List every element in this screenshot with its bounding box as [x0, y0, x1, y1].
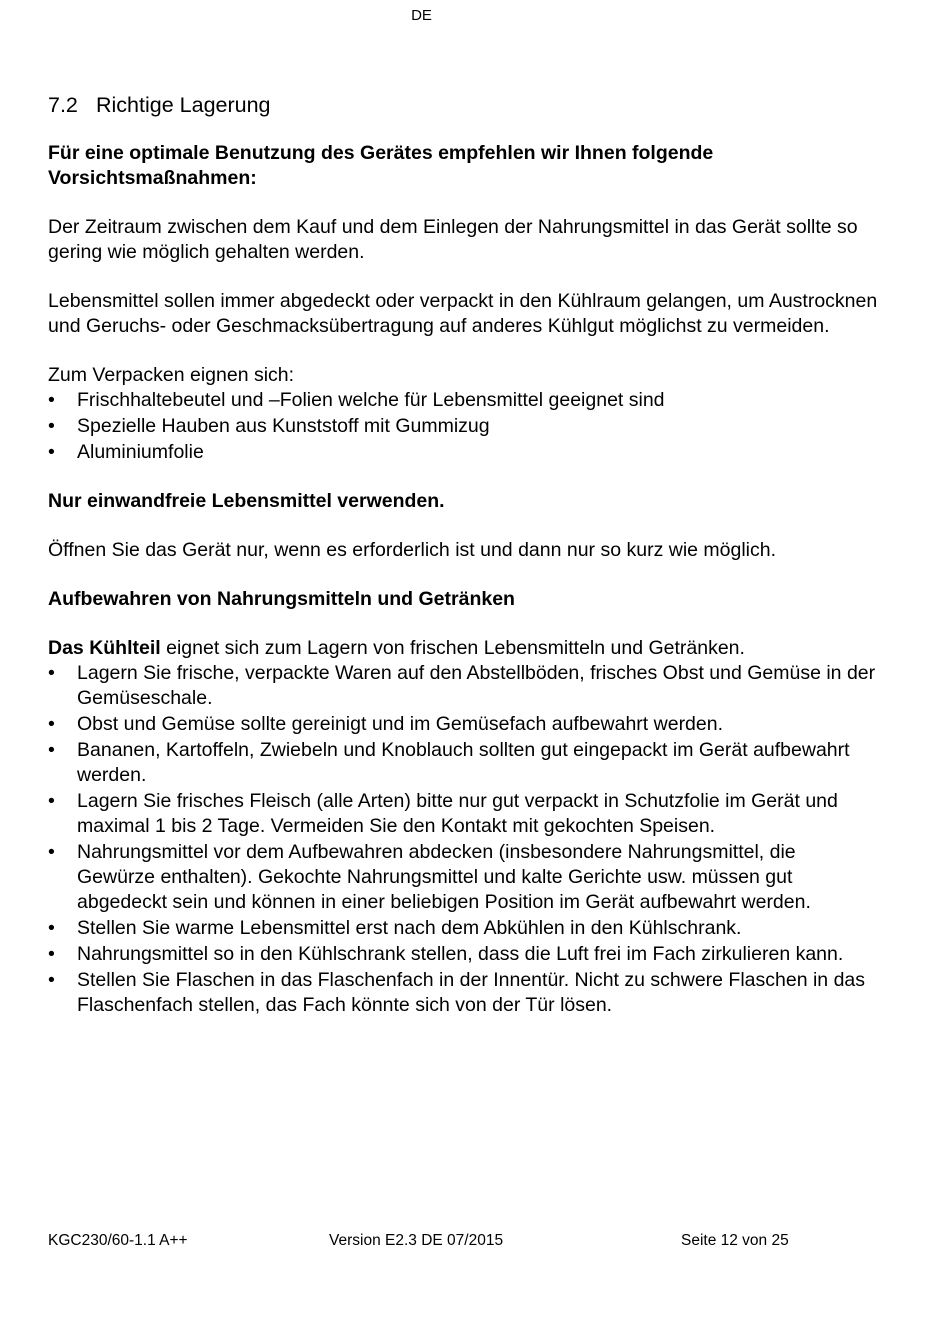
fridge-lead	[48, 636, 878, 661]
bullet-icon: •	[48, 790, 55, 812]
paragraph-purchase-timing: Der Zeitraum zwischen dem Kauf und dem Einlegen der Nahrungsmittel in das Gerät sollte so gering wie möglich gehalten werden.	[48, 216, 858, 263]
bullet-icon: •	[48, 441, 55, 463]
bullet-icon: •	[48, 389, 55, 411]
fridge-lead-rest: eignet sich zum Lagern von frischen Lebensmitteln und Getränken.	[160, 637, 745, 659]
bullet-icon: •	[48, 415, 55, 437]
subheading-storage: Aufbewahren von Nahrungsmitteln und Getränken	[48, 588, 515, 610]
paragraph-cover-food: Lebensmittel sollen immer abgedeckt oder verpackt in den Kühlraum gelangen, um Austrocknen und Geruchs- oder Geschmacksübertragung auf anderes Kühlgut möglichst zu vermeiden.	[48, 290, 878, 337]
packing-list	[48, 388, 878, 465]
list-item: • Nahrungsmittel so in den Kühlschrank stellen, dass die Luft frei im Fach zirkulieren kann.	[48, 943, 844, 965]
list-item: • Bananen, Kartoffeln, Zwiebeln und Knoblauch sollten gut eingepackt im Gerät aufbewahrt werden.	[48, 739, 850, 786]
list-item: • Stellen Sie warme Lebensmittel erst nach dem Abkühlen in den Kühlschrank.	[48, 917, 742, 939]
section-title: Richtige Lagerung	[96, 93, 271, 117]
bullet-icon: •	[48, 739, 55, 761]
bullet-icon: •	[48, 662, 55, 684]
list-item: • Frischhaltebeutel und –Folien welche für Lebensmittel geeignet sind	[48, 389, 665, 411]
list-item: • Aluminiumfolie	[48, 441, 204, 463]
list-item: • Lagern Sie frische, verpackte Waren auf den Abstellböden, frisches Obst und Gemüse in der Gemüseschale.	[48, 662, 876, 709]
footer-version: Version E2.3 DE 07/2015	[329, 1232, 504, 1249]
bullet-icon: •	[48, 841, 55, 863]
list-item: • Obst und Gemüse sollte gereinigt und im Gemüsefach aufbewahrt werden.	[48, 713, 724, 735]
bullet-icon: •	[48, 917, 55, 939]
packing-lead: Zum Verpacken eignen sich:	[48, 364, 295, 386]
footer-page-number: Seite 12 von 25	[681, 1232, 789, 1249]
paragraph-open-door: Öffnen Sie das Gerät nur, wenn es erforderlich ist und dann nur so kurz wie möglich.	[48, 539, 777, 561]
section-number: 7.2	[48, 93, 78, 117]
intro-bold-paragraph: Für eine optimale Benutzung des Gerätes empfehlen wir Ihnen folgende Vorsichtsmaßnahmen:	[48, 142, 714, 189]
fridge-list	[48, 661, 878, 1018]
section-heading	[48, 93, 878, 118]
list-item: • Nahrungsmittel vor dem Aufbewahren abdecken (insbesondere Nahrungsmittel, die Gewürze enthalten). Gekochte Nahrungsmittel und kalte Gerichte usw. müssen gut abgedeckt sein und können in einer beliebigen Position im Gerät aufbewahrt werden.	[48, 841, 811, 913]
fridge-lead-bold: Das Kühlteil	[48, 637, 161, 659]
page-header-language: DE	[411, 7, 432, 24]
footer-model: KGC230/60-1.1 A++	[48, 1232, 188, 1249]
list-item: • Stellen Sie Flaschen in das Flaschenfach in der Innentür. Nicht zu schwere Flaschen in das Flaschenfach stellen, das Fach könnte sich von der Tür lösen.	[48, 969, 866, 1016]
bold-note: Nur einwandfreie Lebensmittel verwenden.	[48, 490, 445, 512]
bullet-icon: •	[48, 943, 55, 965]
bullet-icon: •	[48, 713, 55, 735]
list-item: • Spezielle Hauben aus Kunststoff mit Gummizug	[48, 415, 490, 437]
document-body	[48, 93, 878, 1042]
list-item: • Lagern Sie frisches Fleisch (alle Arten) bitte nur gut verpackt in Schutzfolie im Gerät und maximal 1 bis 2 Tage. Vermeiden Sie den Kontakt mit gekochten Speisen.	[48, 790, 838, 837]
bullet-icon: •	[48, 969, 55, 991]
